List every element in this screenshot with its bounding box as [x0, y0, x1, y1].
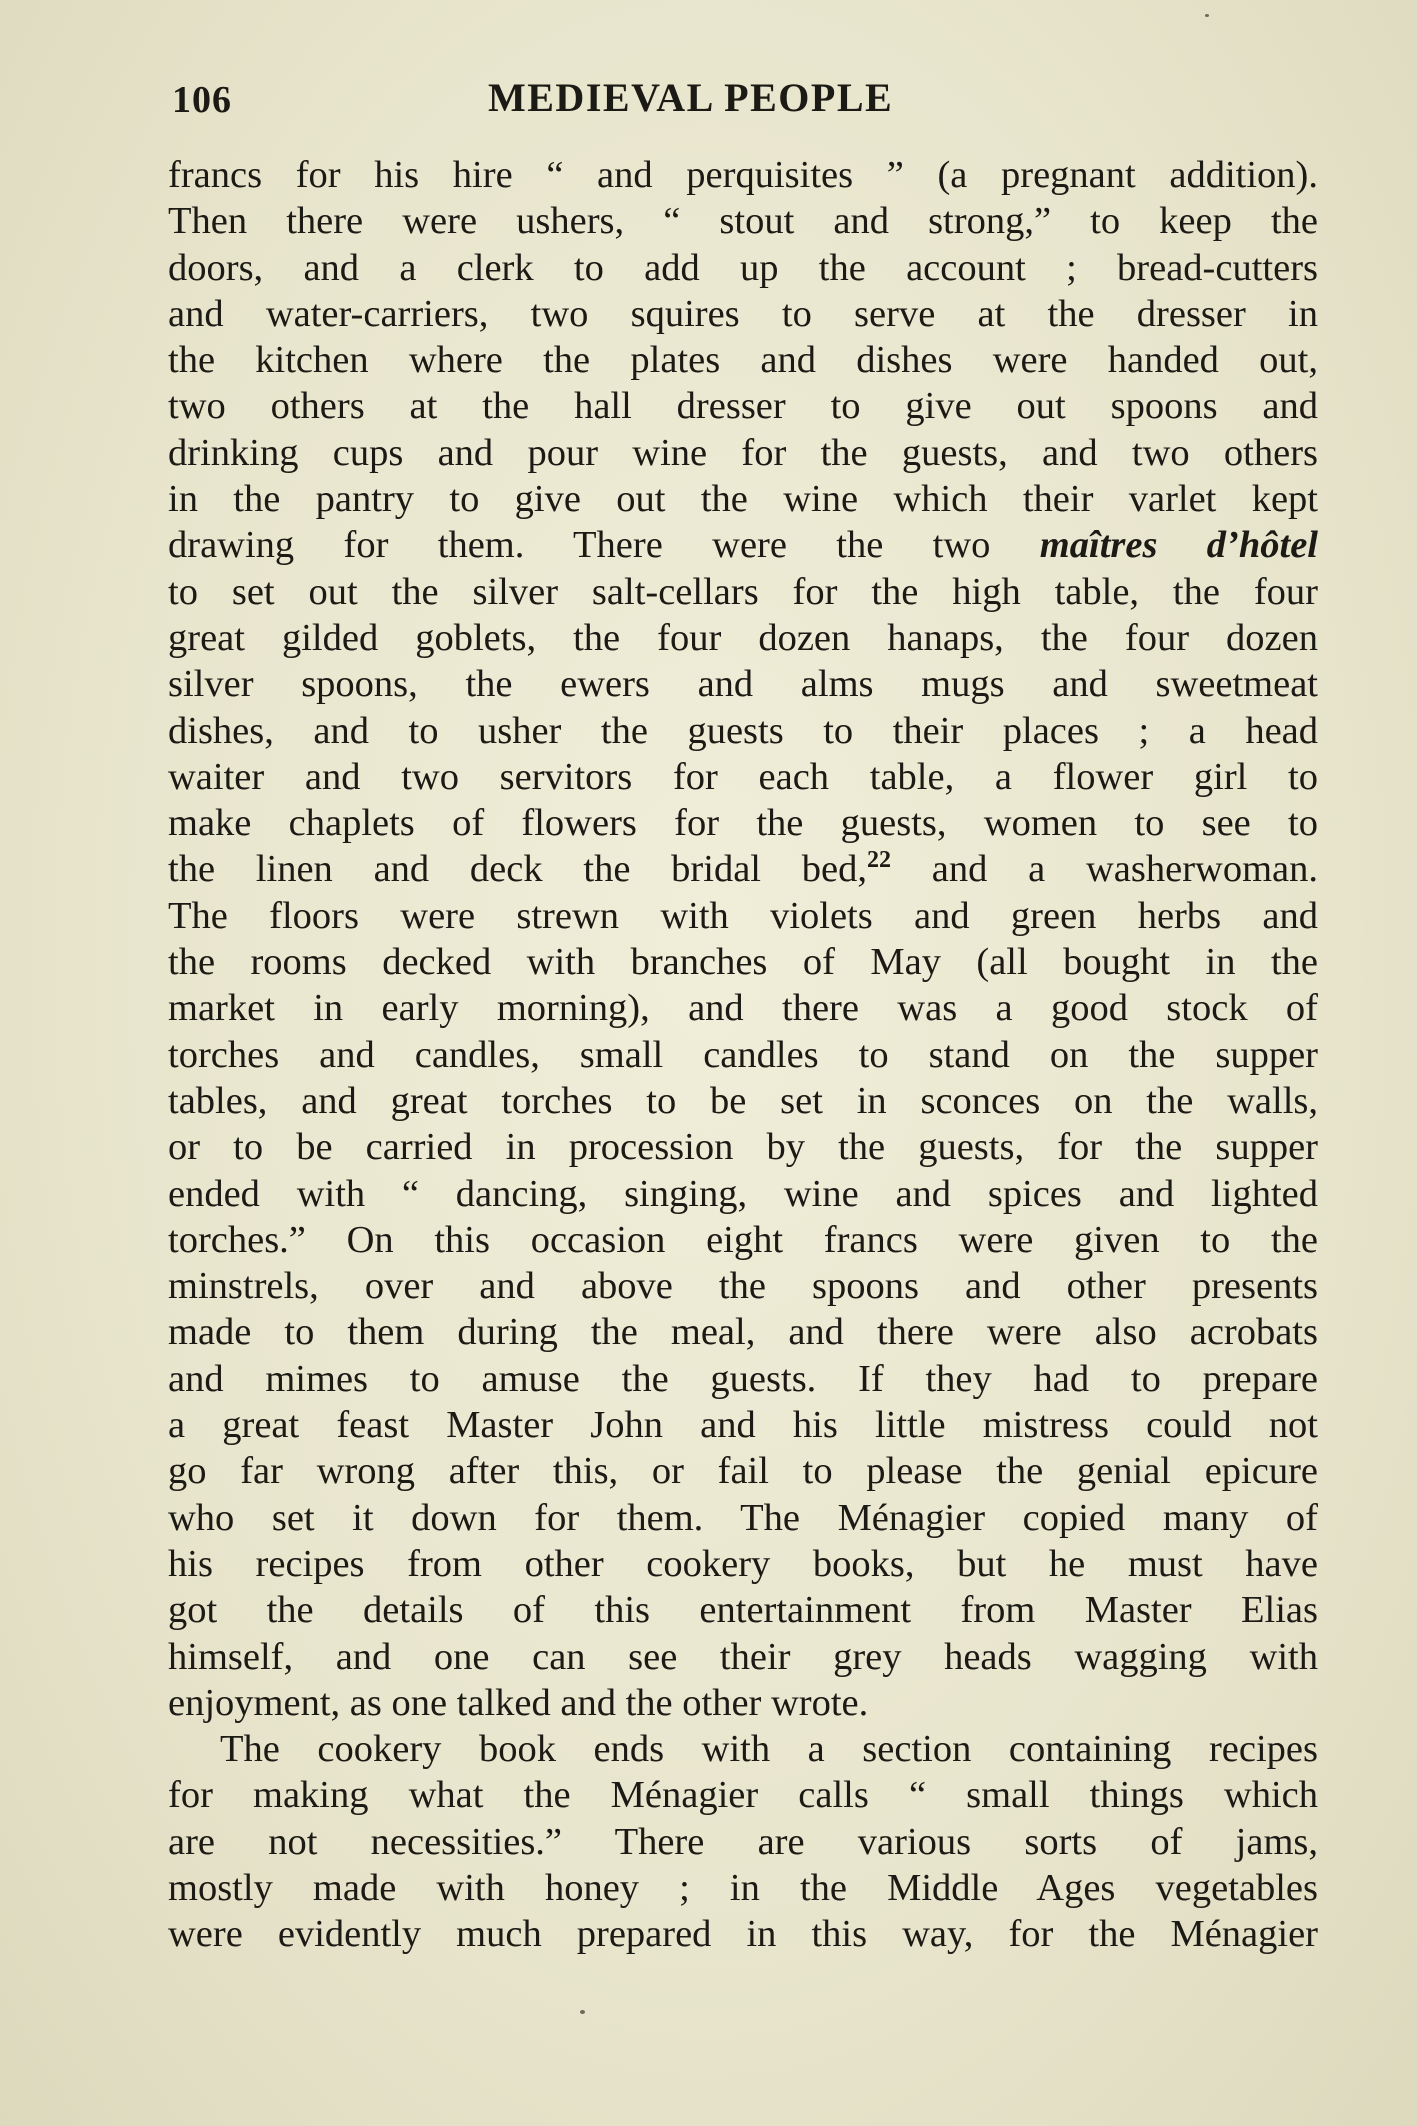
text-line: a great feast Master John and his little mistress could not [168, 1404, 1318, 1447]
text-line: market in early morning), and there was a good stock of [168, 987, 1318, 1030]
text-line: The floors were strewn with violets and green herbs and [168, 894, 1318, 937]
text-line: torches and candles, small candles to stand on the supper [168, 1033, 1318, 1076]
body-text [168, 152, 1318, 1958]
text-line: made to them during the meal, and there were also acrobats [168, 1311, 1318, 1354]
text-line: drinking cups and pour wine for the guests, and two others [168, 431, 1318, 474]
text-line: or to be carried in procession by the guests, for the supper [168, 1126, 1318, 1169]
italic-phrase: maîtres d’hôtel [1039, 524, 1319, 567]
text-line: torches.” On this occasion eight francs were given to the [168, 1218, 1318, 1261]
text-line: the rooms decked with branches of May (all bought in the [168, 941, 1318, 984]
text-line: were evidently much prepared in this way, for the Ménagier [168, 1913, 1318, 1956]
text-line: francs for his hire “ and perquisites ” (a pregnant addition). [168, 154, 1318, 196]
page-content [168, 70, 1318, 1958]
text-line: who set it down for them. The Ménagier copied many of [168, 1496, 1318, 1539]
text-line: and water-carriers, two squires to serve at the dresser in [168, 292, 1318, 335]
text-line-end: and a washerwoman. [890, 848, 1318, 891]
text-line: got the details of this entertainment from Master Elias [168, 1589, 1318, 1632]
text-line: great gilded goblets, the four dozen hanaps, the four dozen [168, 616, 1318, 659]
text-line: two others at the hall dresser to give out spoons and [168, 385, 1318, 428]
text-line: for making what the Ménagier calls “ small things which [168, 1774, 1318, 1817]
text-line: enjoyment, as one talked and the other wrote. [168, 1681, 869, 1724]
text-line: ended with “ dancing, singing, wine and spices and lighted [168, 1172, 1318, 1215]
footnote-reference: 22 [866, 847, 891, 874]
text-line [168, 522, 1318, 568]
text-line: are not necessities.” There are various sorts of jams, [168, 1820, 1318, 1863]
text-line: Then there were ushers, “ stout and strong,” to keep the [168, 200, 1318, 243]
paragraph-first-line: The cookery book ends with a section containing recipes [220, 1728, 1318, 1771]
text-line: doors, and a clerk to add up the account ; bread-cutters [168, 246, 1318, 289]
text-line: silver spoons, the ewers and alms mugs and sweetmeat [168, 663, 1318, 706]
text-line: himself, and one can see their grey heads wagging with [168, 1635, 1318, 1678]
text-line: and mimes to amuse the guests. If they had to prepare [168, 1357, 1318, 1400]
text-line: go far wrong after this, or fail to please the genial epicure [168, 1450, 1318, 1493]
text-line: make chaplets of flowers for the guests, women to see to [168, 802, 1318, 845]
text-line: the kitchen where the plates and dishes were handed out, [168, 339, 1318, 382]
text-line: dishes, and to usher the guests to their places ; a head [168, 709, 1318, 752]
text-line: waiter and two servitors for each table, a flower girl to [168, 755, 1318, 798]
page-number: 106 [172, 79, 232, 121]
page-header [168, 70, 1318, 140]
paper-speck [580, 2010, 585, 2014]
text-line: in the pantry to give out the wine which their varlet kept [168, 478, 1318, 521]
paper-speck [1205, 14, 1209, 17]
text-line-start: drawing for them. There were the two [168, 524, 991, 567]
text-line-start: the linen and deck the bridal bed, [168, 848, 867, 891]
running-head: MEDIEVAL PEOPLE [488, 75, 894, 120]
text-line: tables, and great torches to be set in sconces on the walls, [168, 1079, 1318, 1122]
text-line: minstrels, over and above the spoons and other presents [168, 1265, 1318, 1308]
text-line: to set out the silver salt-cellars for the high table, the four [168, 570, 1318, 613]
text-line: mostly made with honey ; in the Middle Ages vegetables [168, 1866, 1318, 1909]
text-line [168, 846, 1318, 892]
text-line: his recipes from other cookery books, but he must have [168, 1542, 1318, 1585]
